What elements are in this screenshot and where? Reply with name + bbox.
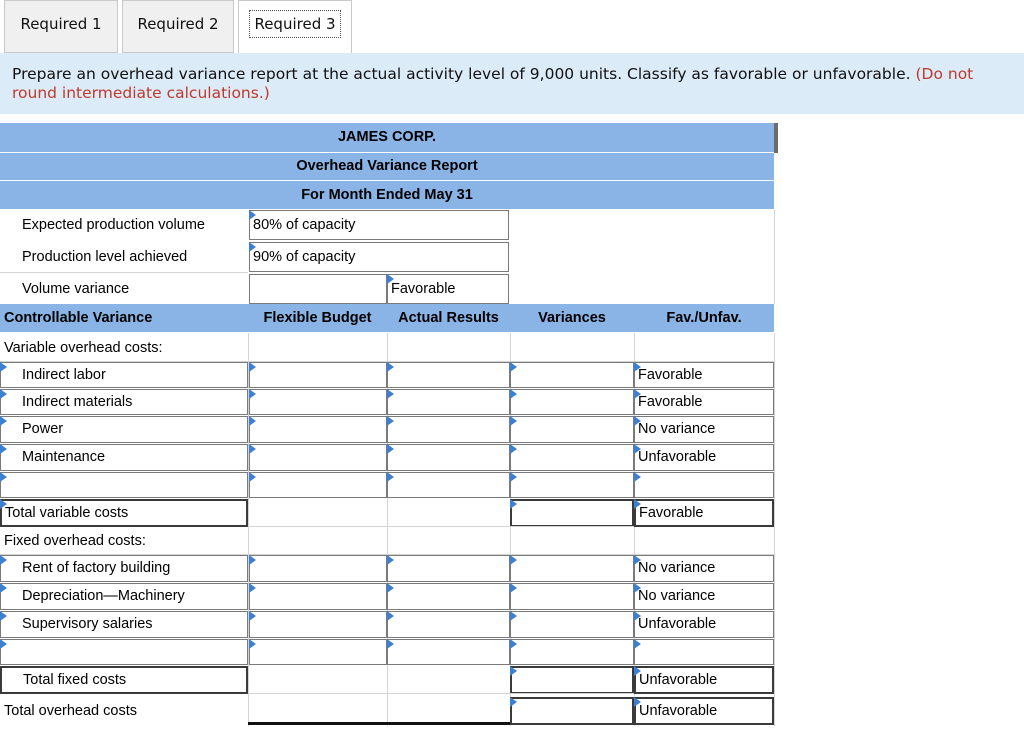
- scroll-edge: [774, 123, 778, 153]
- actual-results-input[interactable]: [387, 639, 510, 665]
- total-fixed-variance-input[interactable]: [510, 666, 634, 694]
- instruction-text: [12, 65, 1022, 103]
- dropdown-marker-icon: [387, 416, 394, 426]
- fav-unfav-select[interactable]: No variance: [634, 583, 774, 610]
- dropdown-marker-icon: [634, 444, 641, 454]
- total-fixed-label[interactable]: Total fixed costs: [0, 666, 248, 694]
- dropdown-marker-icon: [634, 416, 641, 426]
- variable-item-label[interactable]: Power: [0, 416, 248, 443]
- variable-item-label[interactable]: Maintenance: [0, 444, 248, 471]
- actual-results-input[interactable]: [387, 389, 510, 415]
- fav-unfav-select[interactable]: No variance: [634, 555, 774, 582]
- achieved-level-input[interactable]: 90% of capacity: [249, 242, 509, 272]
- row-divider: [248, 693, 634, 694]
- instruction-banner: [0, 53, 1024, 114]
- table-right-border: [774, 210, 775, 304]
- variance-input[interactable]: [510, 444, 634, 471]
- dropdown-marker-icon: [387, 274, 394, 284]
- variance-input[interactable]: [510, 555, 634, 582]
- tab-required-2-label: Required 2: [137, 15, 219, 33]
- fixed-overhead-heading: Fixed overhead costs:: [4, 533, 146, 549]
- report-company: JAMES CORP.: [0, 123, 774, 152]
- flexible-budget-input[interactable]: [249, 583, 387, 610]
- tab-required-3[interactable]: [238, 0, 352, 53]
- variable-item-label[interactable]: Indirect materials: [0, 389, 248, 415]
- fav-unfav-select[interactable]: [634, 472, 774, 498]
- dropdown-marker-icon: [249, 639, 256, 649]
- total-variable-label[interactable]: Total variable costs: [0, 499, 248, 527]
- actual-results-input[interactable]: [387, 444, 510, 471]
- total-variable-variance-input[interactable]: [510, 499, 634, 527]
- col-fav-unfav: Fav./Unfav.: [634, 304, 774, 332]
- volume-variance-status-select[interactable]: Favorable: [387, 274, 509, 304]
- dropdown-marker-icon: [0, 444, 7, 454]
- dropdown-marker-icon: [249, 210, 256, 220]
- variance-input[interactable]: [510, 472, 634, 498]
- dropdown-marker-icon: [387, 362, 394, 372]
- dropdown-marker-icon: [249, 555, 256, 565]
- fixed-item-label[interactable]: Supervisory salaries: [0, 611, 248, 638]
- report-title: Overhead Variance Report: [0, 153, 774, 180]
- actual-results-input[interactable]: [387, 362, 510, 388]
- flexible-budget-input[interactable]: [249, 362, 387, 388]
- dropdown-marker-icon: [510, 611, 517, 621]
- tab-required-1-label: Required 1: [20, 15, 102, 33]
- col-flexible-budget: Flexible Budget: [248, 304, 387, 332]
- fav-unfav-select[interactable]: Unfavorable: [634, 444, 774, 471]
- flexible-budget-input[interactable]: [249, 555, 387, 582]
- fav-unfav-select[interactable]: [634, 639, 774, 665]
- variance-input[interactable]: [510, 639, 634, 665]
- tab-required-3-label: Required 3: [254, 15, 336, 33]
- flexible-budget-input[interactable]: [249, 639, 387, 665]
- fav-unfav-select[interactable]: No variance: [634, 416, 774, 443]
- actual-results-input[interactable]: [387, 416, 510, 443]
- tab-bar: [0, 0, 1024, 53]
- dropdown-marker-icon: [510, 389, 517, 399]
- dropdown-marker-icon: [510, 362, 517, 372]
- tab-required-1[interactable]: [4, 0, 118, 53]
- actual-results-input[interactable]: [387, 472, 510, 498]
- dropdown-marker-icon: [249, 389, 256, 399]
- dropdown-marker-icon: [634, 389, 641, 399]
- col-controllable: Controllable Variance: [0, 304, 248, 332]
- dropdown-marker-icon: [249, 472, 256, 482]
- dropdown-marker-icon: [634, 666, 641, 676]
- actual-results-input[interactable]: [387, 611, 510, 638]
- dropdown-marker-icon: [634, 583, 641, 593]
- fav-unfav-select[interactable]: Favorable: [634, 362, 774, 388]
- dropdown-marker-icon: [0, 362, 7, 372]
- dropdown-marker-icon: [387, 639, 394, 649]
- fav-unfav-select[interactable]: Favorable: [634, 389, 774, 415]
- col-actual-results: Actual Results: [387, 304, 510, 332]
- flexible-budget-input[interactable]: [249, 416, 387, 443]
- total-overhead-status-select[interactable]: Unfavorable: [634, 697, 774, 725]
- volume-variance-label: Volume variance: [22, 281, 130, 297]
- dropdown-marker-icon: [0, 389, 7, 399]
- dropdown-marker-icon: [634, 697, 641, 707]
- dropdown-marker-icon: [0, 416, 7, 426]
- total-variable-status-select[interactable]: Favorable: [634, 499, 774, 527]
- grid-line: [774, 333, 775, 726]
- row-divider: [0, 272, 248, 273]
- expected-volume-label: Expected production volume: [22, 217, 205, 233]
- dropdown-marker-icon: [510, 639, 517, 649]
- dropdown-marker-icon: [634, 611, 641, 621]
- variable-item-label[interactable]: Indirect labor: [0, 362, 248, 388]
- instruction-main: Prepare an overhead variance report at the actual activity level of 9,000 units. Classify as favorable or unfavorable.: [12, 65, 911, 83]
- dropdown-marker-icon: [634, 499, 641, 509]
- dropdown-marker-icon: [634, 555, 641, 565]
- dropdown-marker-icon: [387, 555, 394, 565]
- dropdown-marker-icon: [510, 697, 517, 707]
- dropdown-marker-icon: [510, 472, 517, 482]
- variable-overhead-heading: Variable overhead costs:: [4, 340, 163, 356]
- dropdown-marker-icon: [634, 472, 641, 482]
- expected-volume-input[interactable]: 80% of capacity: [249, 210, 509, 240]
- total-fixed-status-select[interactable]: Unfavorable: [634, 666, 774, 694]
- dropdown-marker-icon: [510, 583, 517, 593]
- dropdown-marker-icon: [249, 362, 256, 372]
- variance-input[interactable]: [510, 611, 634, 638]
- total-overhead-variance-input[interactable]: [510, 697, 634, 725]
- dropdown-marker-icon: [510, 666, 517, 676]
- variable-item-label[interactable]: [0, 472, 248, 498]
- variance-input[interactable]: [510, 416, 634, 443]
- dropdown-marker-icon: [387, 444, 394, 454]
- fixed-item-label[interactable]: [0, 639, 248, 665]
- dropdown-marker-icon: [249, 444, 256, 454]
- row-divider: [248, 526, 634, 527]
- dropdown-marker-icon: [249, 611, 256, 621]
- total-overhead-label: Total overhead costs: [4, 703, 137, 719]
- volume-variance-amount-input[interactable]: [249, 274, 387, 304]
- col-variances: Variances: [510, 304, 634, 332]
- dropdown-marker-icon: [249, 242, 256, 252]
- flexible-budget-input[interactable]: [249, 444, 387, 471]
- fixed-item-label[interactable]: Depreciation—Machinery: [0, 583, 248, 610]
- dropdown-marker-icon: [510, 444, 517, 454]
- instruction-note: (Do not round intermediate calculations.): [12, 65, 974, 102]
- dropdown-marker-icon: [510, 499, 517, 509]
- dropdown-marker-icon: [0, 583, 7, 593]
- fixed-item-label[interactable]: Rent of factory building: [0, 555, 248, 582]
- dropdown-marker-icon: [0, 499, 7, 509]
- tab-required-2[interactable]: [122, 0, 234, 53]
- dropdown-marker-icon: [387, 472, 394, 482]
- variance-input[interactable]: [510, 389, 634, 415]
- dropdown-marker-icon: [0, 639, 7, 649]
- fav-unfav-select[interactable]: Unfavorable: [634, 611, 774, 638]
- dropdown-marker-icon: [387, 611, 394, 621]
- achieved-level-label: Production level achieved: [22, 249, 188, 265]
- variance-input[interactable]: [510, 583, 634, 610]
- double-underline: [248, 722, 510, 725]
- flexible-budget-input[interactable]: [249, 611, 387, 638]
- dropdown-marker-icon: [510, 416, 517, 426]
- flexible-budget-input[interactable]: [249, 389, 387, 415]
- dropdown-marker-icon: [634, 639, 641, 649]
- dropdown-marker-icon: [510, 555, 517, 565]
- dropdown-marker-icon: [0, 555, 7, 565]
- flexible-budget-input[interactable]: [249, 472, 387, 498]
- dropdown-marker-icon: [387, 389, 394, 399]
- dropdown-marker-icon: [249, 583, 256, 593]
- dropdown-marker-icon: [0, 611, 7, 621]
- report-period: For Month Ended May 31: [0, 181, 774, 209]
- dropdown-marker-icon: [634, 362, 641, 372]
- dropdown-marker-icon: [249, 416, 256, 426]
- actual-results-input[interactable]: [387, 555, 510, 582]
- dropdown-marker-icon: [0, 472, 7, 482]
- dropdown-marker-icon: [387, 583, 394, 593]
- actual-results-input[interactable]: [387, 583, 510, 610]
- variance-input[interactable]: [510, 362, 634, 388]
